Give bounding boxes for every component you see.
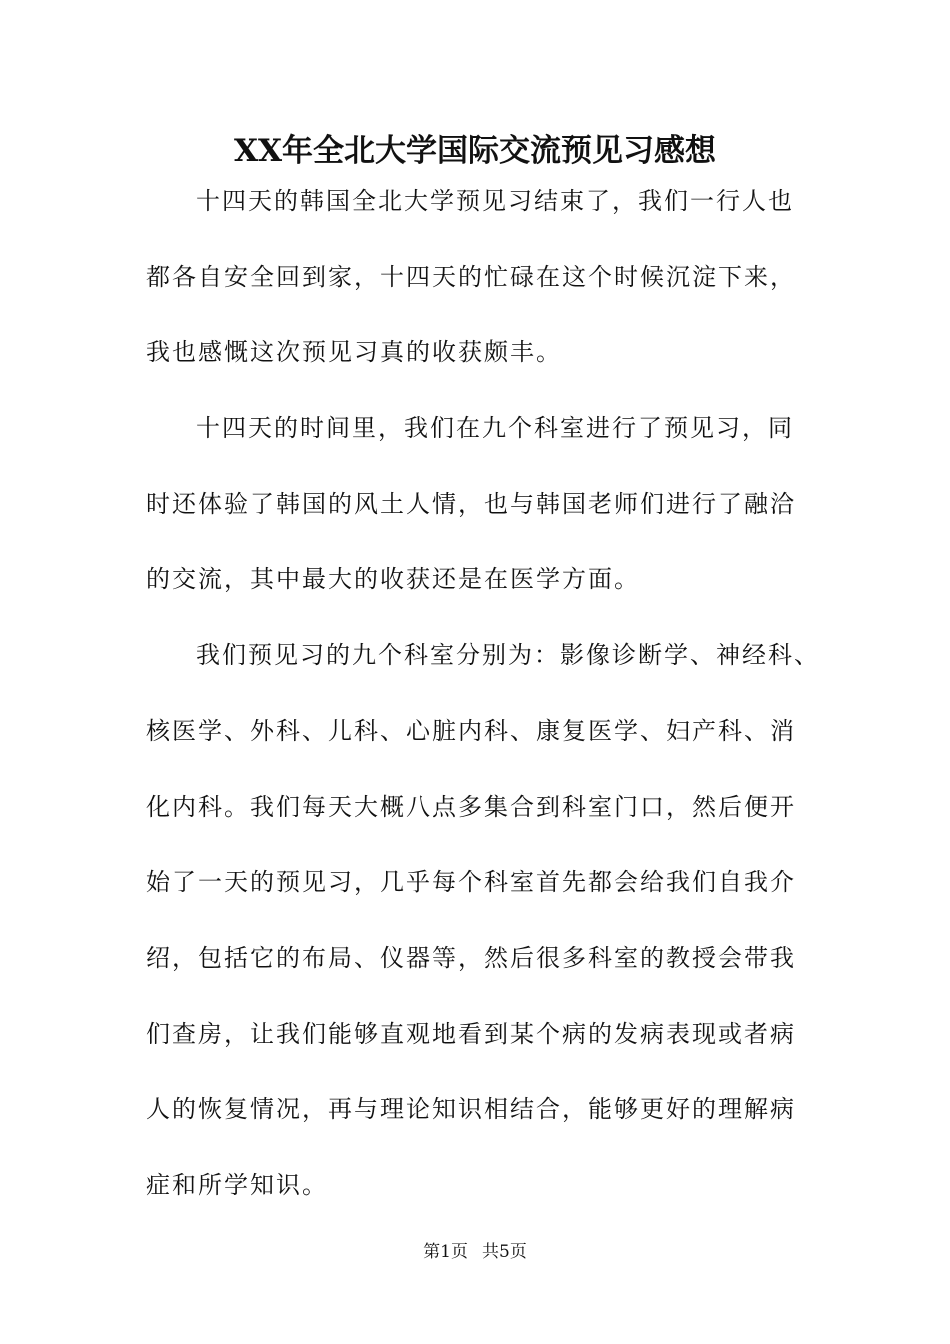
paragraph-1-line-2: 都各自安全回到家，十四天的忙碌在这个时候沉淀下来， [146,262,796,291]
document-body [146,176,820,1236]
paragraph-3-line-2: 核医学、外科、儿科、心脏内科、康复医学、妇产科、消 [146,716,796,745]
page-number: 第1页 [423,1242,468,1262]
paragraph-3-line-4: 始了一天的预见习，几乎每个科室首先都会给我们自我介 [146,868,796,897]
paragraph-2-line-1: 十四天的时间里，我们在九个科室进行了预见习，同 [196,414,794,443]
paragraph-1-line-1: 十四天的韩国全北大学预见习结束了，我们一行人也 [196,187,794,215]
page-total: 共5页 [482,1242,527,1262]
paragraph-3-line-7: 人的恢复情况，再与理论知识相结合，能够更好的理解病 [146,1095,796,1124]
paragraph-3-line-5: 绍，包括它的布局、仪器等，然后很多科室的教授会带我 [146,943,796,972]
page-footer [0,1240,950,1264]
paragraph-3-line-3: 化内科。我们每天大概八点多集合到科室门口，然后便开 [146,792,796,821]
paragraph-2-line-2: 时还体验了韩国的风土人情，也与韩国老师们进行了融洽 [146,489,796,518]
paragraph-3-line-6: 们查房，让我们能够直观地看到某个病的发病表现或者病 [146,1019,796,1048]
paragraph-3-line-8: 症和所学知识。 [146,1170,328,1199]
paragraph-1-line-3: 我也感慨这次预见习真的收获颇丰。 [146,338,562,367]
paragraph-2-line-3: 的交流，其中最大的收获还是在医学方面。 [146,565,640,594]
document-title: XX年全北大学国际交流预见习感想 [233,133,717,169]
paragraph-3-line-1: 我们预见习的九个科室分别为：影像诊断学、神经科、 [196,641,820,670]
